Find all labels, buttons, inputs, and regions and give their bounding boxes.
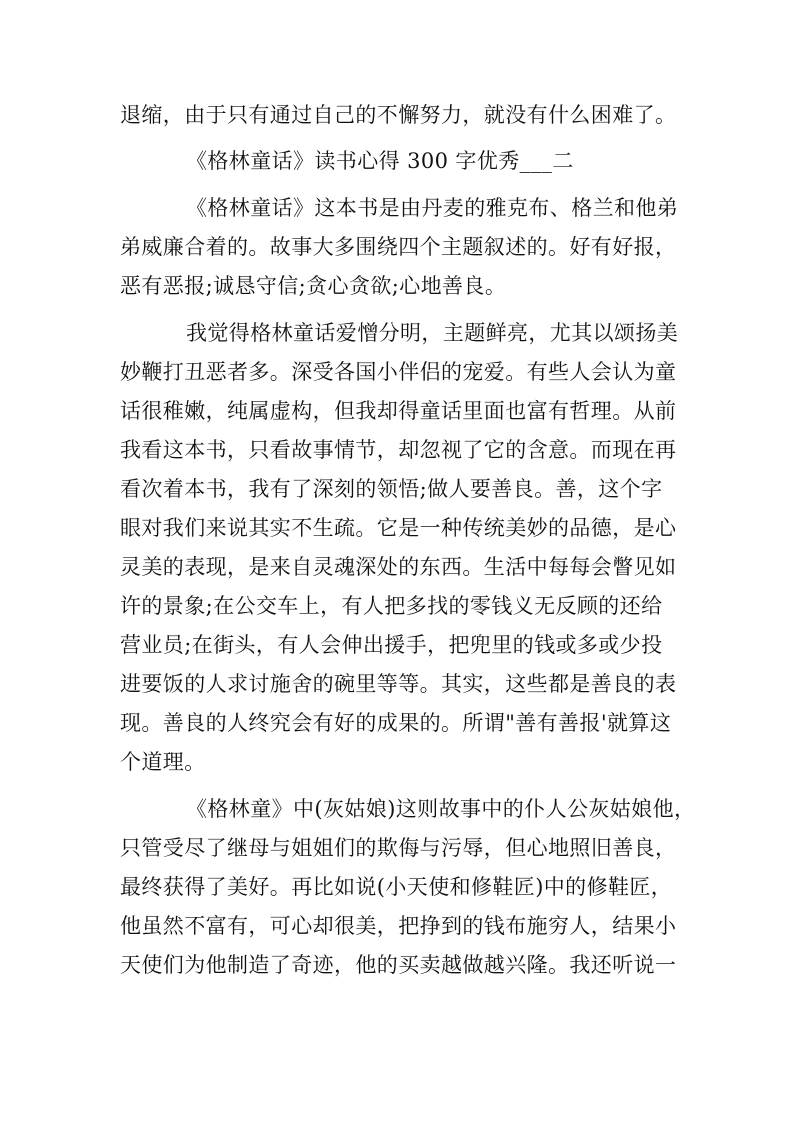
paragraph-line: 退缩，由于只有通过自己的不懈努力，就没有什么困难了。: [120, 103, 677, 127]
paragraph-line: 他虽然不富有，可心却很美，把挣到的钱布施穷人，结果小: [120, 914, 677, 938]
section-heading: 《格林童话》读书心得 300 字优秀___二: [186, 149, 574, 173]
paragraph-line: 许的景象;在公交车上，有人把多找的零钱义无反顾的还给: [120, 594, 663, 618]
paragraph-line: 营业员;在街头，有人会伸出援手，把兜里的钱或多或少投: [120, 633, 663, 657]
paragraph-line: 妙鞭打丑恶者多。深受各国小伴侣的宠爱。有些人会认为童: [120, 360, 677, 384]
paragraph-line: 恶有恶报;诚恳守信;贪心贪欲;心地善良。: [120, 274, 507, 298]
paragraph-line: 我觉得格林童话爱憎分明，主题鲜亮，尤其以颂扬美: [186, 321, 679, 345]
paragraph-line: 看次着本书，我有了深刻的领悟;做人要善良。善，这个字: [120, 477, 663, 501]
paragraph-line: 《格林童》中(灰姑娘)这则故事中的仆人公灰姑娘他，: [186, 797, 696, 821]
paragraph-line: 现。善良的人终究会有好的成果的。所谓"善有善报'就算这: [120, 711, 672, 735]
paragraph-line: 只管受尽了继母与姐姐们的欺侮与污辱，但心地照旧善良，: [120, 836, 677, 860]
paragraph-line: 灵美的表现，是来自灵魂深处的东西。生活中每每会瞥见如: [120, 555, 677, 579]
paragraph-line: 话很稚嫩，纯属虚构，但我却得童话里面也富有哲理。从前: [120, 399, 677, 423]
paragraph-line: 进要饭的人求讨施舍的碗里等等。其实，这些都是善良的表: [120, 672, 677, 696]
paragraph-line: 《格林童话》这本书是由丹麦的雅克布、格兰和他弟: [186, 196, 679, 220]
paragraph-line: 最终获得了美好。再比如说(小天使和修鞋匠)中的修鞋匠，: [120, 875, 673, 899]
paragraph-line: 眼对我们来说其实不生疏。它是一种传统美妙的品德，是心: [120, 516, 677, 540]
paragraph-line: 天使们为他制造了奇迹，他的买卖越做越兴隆。我还听说一: [120, 953, 677, 977]
paragraph-line: 个道理。: [120, 750, 206, 774]
paragraph-line: 我看这本书，只看故事情节，却忽视了它的含意。而现在再: [120, 438, 677, 462]
paragraph-line: 弟威廉合着的。故事大多围绕四个主题叙述的。好有好报，: [120, 235, 677, 259]
